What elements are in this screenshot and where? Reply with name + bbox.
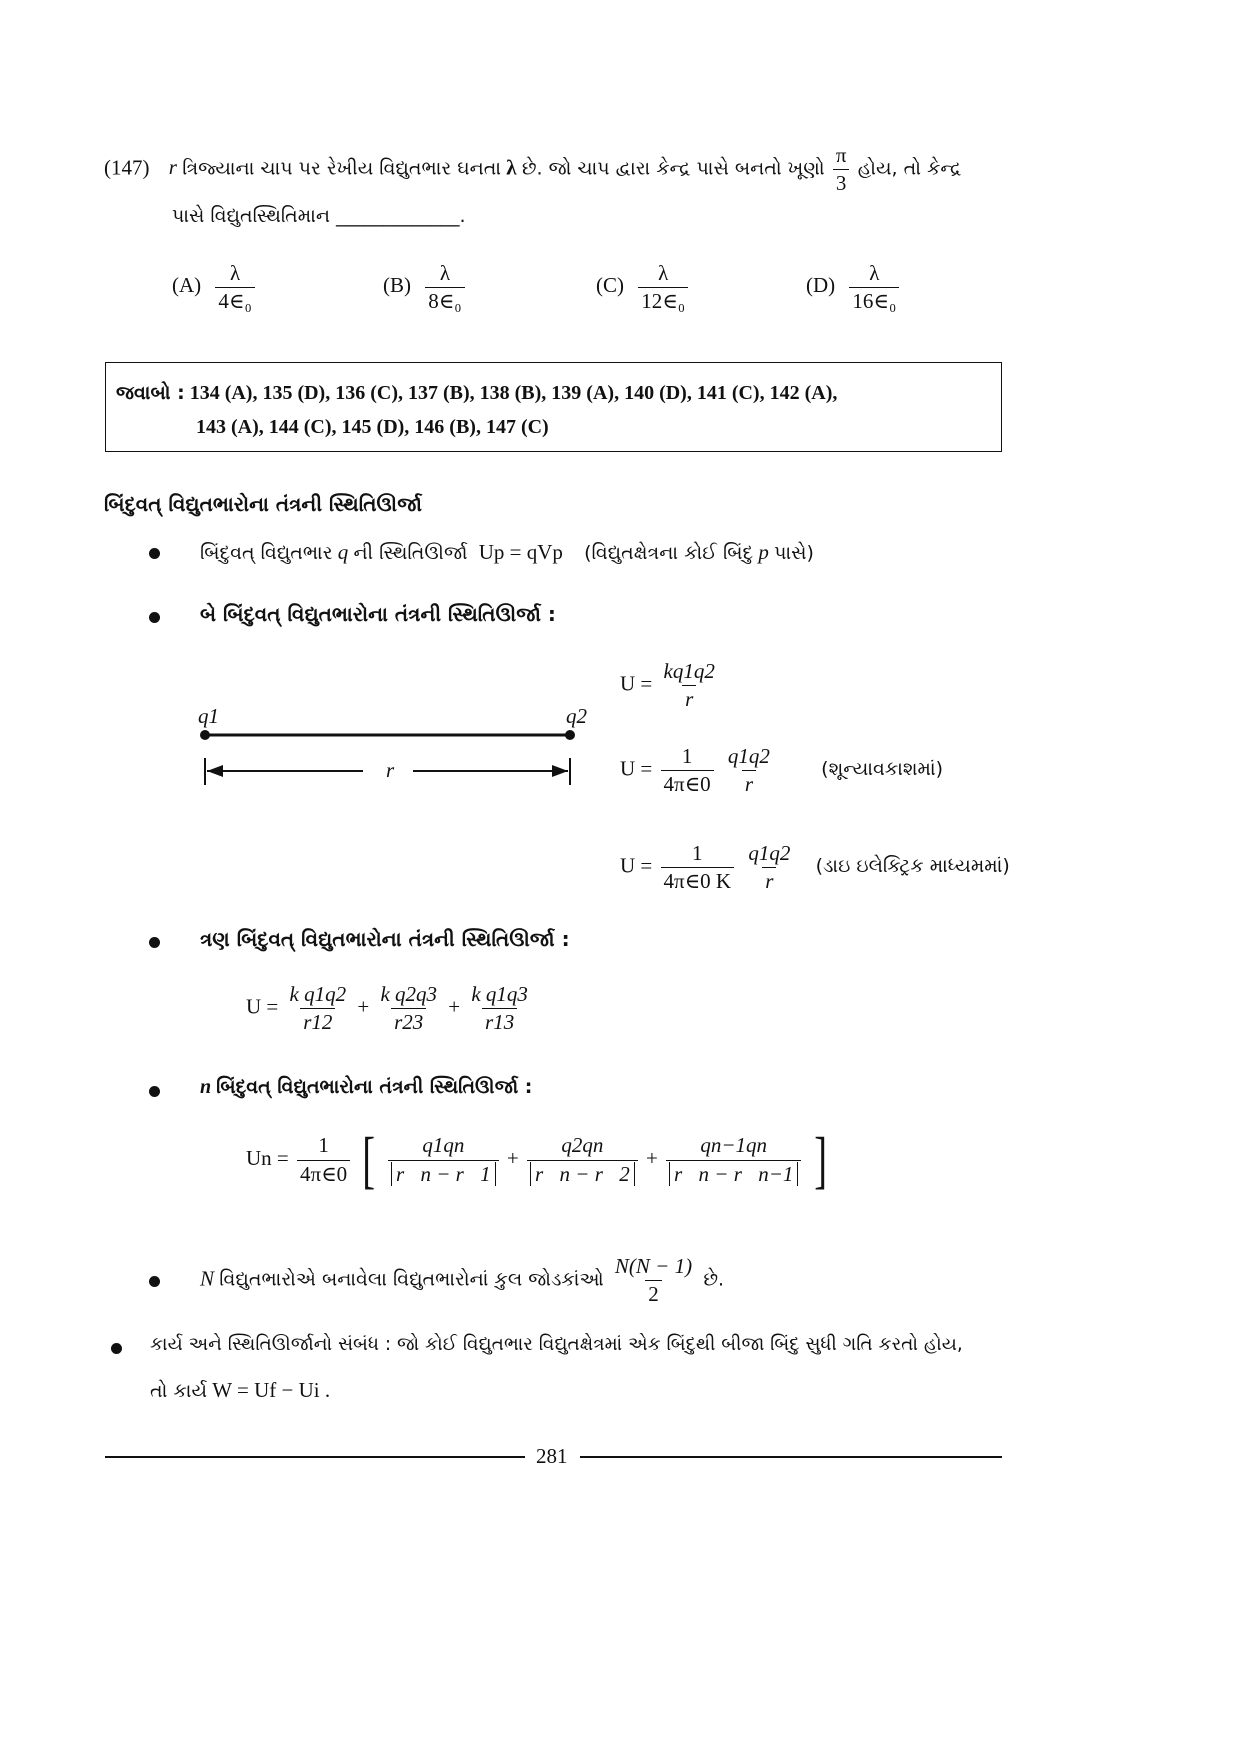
option-a[interactable]: (A) $\frac{\lambda}{\text{4∈₀}}$	[172, 262, 258, 313]
bullet-dot	[149, 937, 160, 948]
charge-q2-label: q2	[566, 704, 587, 728]
var-r: r	[168, 155, 177, 180]
equation-three-charges: U = $\frac{\text{k q1q2}}{r12}$ + $\frac{\text{k q2q3}}{r23}$ + $\frac{\text{k q1q3}}{r13}$	[246, 982, 528, 1035]
question-line-2: પાસે વિદ્યુતસ્થિતિમાન _____________.	[172, 205, 466, 227]
bullet-dot	[149, 1086, 160, 1097]
bullet-dot	[149, 1276, 160, 1287]
question-147	[104, 144, 961, 195]
option-b[interactable]: (B) $\frac{\lambda}{\text{8∈₀}}$	[383, 262, 468, 313]
bullet-1: બિંદુવત્ વિદ્યુતભાર q ની સ્થિતિઊર્જા Up = qVp (વિદ્યુતક્ષેત્રના કોઈ બિંદુ p પાસે)	[200, 540, 814, 564]
footer-rule-right	[580, 1456, 1002, 1458]
equation-u-3: U = $\frac{1}{4\pi\in 0 K}$ $\frac{q1q2}{r}$ (ડાઇ ઇલેક્ટ્રિક માધ્યમમાં)	[620, 841, 1010, 894]
bullet-6-line-1: કાર્ય અને સ્થિતિઊર્જાનો સંબંધ : જો કોઈ વિદ્યુતભાર વિદ્યુતક્ષેત્રમાં એક બિંદુથી બીજા બિંદુ સુધી ગતિ કરતો હોય,	[150, 1334, 963, 1355]
question-text-1: ત્રિજ્યાના ચાપ પર રેખીય વિદ્યુતભાર ઘનતા	[182, 157, 502, 180]
angle-fraction: $\frac{\pi}{3}$	[833, 144, 850, 195]
bullet-3-title: ત્રણ બિંદુવત્ વિદ્યુતભારોના તંત્રની સ્થિતિઊર્જા :	[200, 927, 570, 951]
question-number: (147)	[104, 155, 150, 180]
bullet-6-line-2: તો કાર્ય W = Uf − Ui .	[150, 1378, 331, 1402]
bullet-2-title: બે બિંદુવત્ વિદ્યુતભારોના તંત્રની સ્થિતિઊર્જા :	[200, 602, 556, 626]
equation-u-2: U = $\frac{1}{4\pi\in 0}$ $\frac{q1q2}{r}$ (શૂન્યાવકાશમાં)	[620, 744, 944, 797]
option-c[interactable]: (C) $\frac{\lambda}{\text{12∈₀}}$	[596, 262, 691, 313]
arrowhead-right	[552, 765, 568, 777]
bullet-dot	[111, 1343, 122, 1354]
question-text-3: હોય, તો કેન્દ્ર	[857, 157, 962, 180]
answers-line-2: 143 (A), 144 (C), 145 (D), 146 (B), 147 (C)	[196, 416, 549, 438]
question-text-2: છે. જો ચાપ દ્વારા કેન્દ્ર પાસે બનતો ખૂણો	[521, 157, 825, 180]
bullet-4-title: n બિંદુવત્ વિદ્યુતભારોના તંત્રની સ્થિતિઊર્જા :	[200, 1076, 533, 1098]
option-d[interactable]: (D) $\frac{\lambda}{\text{16∈₀}}$	[806, 262, 902, 313]
bullet-5: N વિદ્યુતભારોએ બનાવેલા વિદ્યુતભારોનાં કુલ જોડકાંઓ $\frac{N(N - 1)}{2}$ છે.	[200, 1254, 725, 1307]
bullet-dot	[149, 548, 160, 559]
equation-n-charges: Un = $\frac{1}{4\pi\in 0}$ [ $\frac{q1qn}{r⃗n - r⃗1}$ + $\frac{q2qn}{r⃗n - r⃗2}$ + $\frac{qn-1qn}{r⃗n - r⃗n-1}$ ]	[246, 1124, 827, 1195]
lambda-symbol: λ	[506, 155, 517, 180]
section-title: બિંદુવત્ વિદ્યુતભારોના તંત્રની સ્થિતિઊર્જા	[104, 492, 422, 516]
charge-q1-label: q1	[198, 704, 219, 728]
distance-r-label: r	[386, 758, 395, 782]
footer-rule-left	[105, 1456, 525, 1458]
charge-q1	[200, 730, 210, 740]
charge-q2	[565, 730, 575, 740]
answers-line-1: જવાબો : 134 (A), 135 (D), 136 (C), 137 (B), 138 (B), 139 (A), 140 (D), 141 (C), 142 (A),	[116, 382, 838, 404]
page-number: 281	[536, 1444, 568, 1468]
equation-u-1: U = $\frac{kq1q2}{r}$	[620, 659, 715, 712]
bullet-dot	[149, 612, 160, 623]
arrowhead-left	[207, 765, 223, 777]
